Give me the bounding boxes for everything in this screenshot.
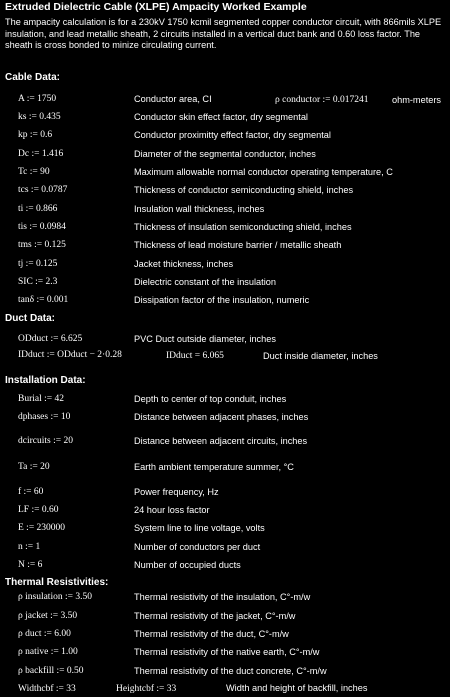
desc-conductor-diameter: Diameter of the segmental conductor, inches <box>134 149 316 159</box>
desc-skin-effect: Conductor skin effect factor, dry segmental <box>134 112 308 122</box>
eq-burial: Burial := 42 <box>18 394 64 404</box>
desc-rho-native: Thermal resistivity of the native earth, C°-m/w <box>134 647 320 657</box>
eq-conductors-per-duct: n := 1 <box>18 542 41 552</box>
section-installation-data: Installation Data: <box>5 375 86 386</box>
section-duct-data: Duct Data: <box>5 313 56 324</box>
eq-system-voltage: E := 230000 <box>18 523 66 533</box>
desc-metallic-sheath: Thickness of lead moisture barrier / metallic sheath <box>134 240 342 250</box>
eq-ambient-temp: Ta := 20 <box>18 462 50 472</box>
eq-circuit-distance: dcircuits := 20 <box>18 436 73 446</box>
eq-loss-factor: LF := 0.60 <box>18 505 59 515</box>
eq-metallic-sheath: tms := 0.125 <box>18 240 66 250</box>
eq-dielectric-constant: SIC := 2.3 <box>18 277 58 287</box>
eq-proximity-effect: kp := 0.6 <box>18 130 53 140</box>
eq-conductor-diameter: Dc := 1.416 <box>18 149 64 159</box>
desc-rho-duct: Thermal resistivity of the duct, C°-m/w <box>134 629 289 639</box>
desc-max-temperature: Maximum allowable normal conductor operating temperature, C <box>134 167 393 177</box>
desc-dielectric-constant: Dielectric constant of the insulation <box>134 277 276 287</box>
desc-rho-backfill: Thermal resistivity of the duct concrete, C°-m/w <box>134 666 327 676</box>
eq-insulation-wall: ti := 0.866 <box>18 204 58 214</box>
desc-duct-od: PVC Duct outside diameter, inches <box>134 334 276 344</box>
eq-backfill-height: Heightcbf := 33 <box>116 684 177 694</box>
desc-backfill-size: Width and height of backfill, inches <box>226 683 368 693</box>
eq-occupied-ducts: N := 6 <box>18 560 43 570</box>
eq-duct-od: ODduct := 6.625 <box>18 334 83 344</box>
eq-rho-insulation: ρ insulation := 3.50 <box>18 592 92 602</box>
page-title: Extruded Dielectric Cable (XLPE) Ampacity Worked Example <box>5 1 307 13</box>
desc-circuit-distance: Distance between adjacent circuits, inches <box>134 436 308 446</box>
eq-conductor-area: A := 1750 <box>18 94 57 104</box>
value-duct-id: IDduct = 6.065 <box>166 351 224 361</box>
desc-phase-distance: Distance between adjacent phases, inches <box>134 412 309 422</box>
desc-conductor-shield: Thickness of conductor semiconducting shield, inches <box>134 185 354 195</box>
desc-frequency: Power frequency, Hz <box>134 487 219 497</box>
eq-max-temperature: Tc := 90 <box>18 167 50 177</box>
desc-occupied-ducts: Number of occupied ducts <box>134 560 241 570</box>
eq-duct-id: IDduct := ODduct − 2·0.28 <box>18 350 122 360</box>
rho-conductor-unit: ohm-meters <box>392 95 442 105</box>
intro-paragraph: The ampacity calculation is for a 230kV 1750 kcmil segmented copper conductor circuit, with 866mils XLPE insulation, and lead metallic sheath, 2 circuits installed in a vertical duct bank and 0.60 loss factor. The sheath is cross bonded to minize circulating current. <box>5 17 442 50</box>
desc-proximity-effect: Conductor proximitty effect factor, dry segmental <box>134 130 331 140</box>
desc-rho-insulation: Thermal resistivity of the insulation, C°-m/w <box>134 592 311 602</box>
eq-rho-backfill: ρ backfill := 0.50 <box>18 666 84 676</box>
eq-jacket-thickness: tj := 0.125 <box>18 259 58 269</box>
section-thermal-resistivities: Thermal Resistivities: <box>5 577 109 588</box>
desc-conductor-area: Conductor area, CI <box>134 94 212 104</box>
eq-frequency: f := 60 <box>18 487 44 497</box>
desc-duct-id: Duct inside diameter, inches <box>263 351 378 361</box>
desc-dissipation-factor: Dissipation factor of the insulation, numeric <box>134 295 310 305</box>
eq-dissipation-factor: tanδ := 0.001 <box>18 295 69 305</box>
eq-rho-native: ρ native := 1.00 <box>18 647 78 657</box>
eq-phase-distance: dphases := 10 <box>18 412 71 422</box>
eq-insulation-shield: tis := 0.0984 <box>18 222 66 232</box>
section-cable-data: Cable Data: <box>5 72 61 83</box>
desc-loss-factor: 24 hour loss factor <box>134 505 210 515</box>
eq-rho-duct: ρ duct := 6.00 <box>18 629 71 639</box>
desc-system-voltage: System line to line voltage, volts <box>134 523 265 533</box>
eq-backfill-width: Widthcbf := 33 <box>18 684 76 694</box>
eq-rho-conductor: ρ conductor := 0.017241 <box>275 95 369 105</box>
desc-insulation-shield: Thickness of insulation semiconducting shield, inches <box>134 222 352 232</box>
desc-burial: Depth to center of top conduit, inches <box>134 394 287 404</box>
eq-conductor-shield: tcs := 0.0787 <box>18 185 68 195</box>
desc-rho-jacket: Thermal resistivity of the jacket, C°-m/w <box>134 611 296 621</box>
desc-jacket-thickness: Jacket thickness, inches <box>134 259 234 269</box>
desc-ambient-temp: Earth ambient temperature summer, °C <box>134 462 294 472</box>
eq-skin-effect: ks := 0.435 <box>18 112 61 122</box>
eq-rho-jacket: ρ jacket := 3.50 <box>18 611 78 621</box>
desc-insulation-wall: Insulation wall thickness, inches <box>134 204 265 214</box>
desc-conductors-per-duct: Number of conductors per duct <box>134 542 261 552</box>
